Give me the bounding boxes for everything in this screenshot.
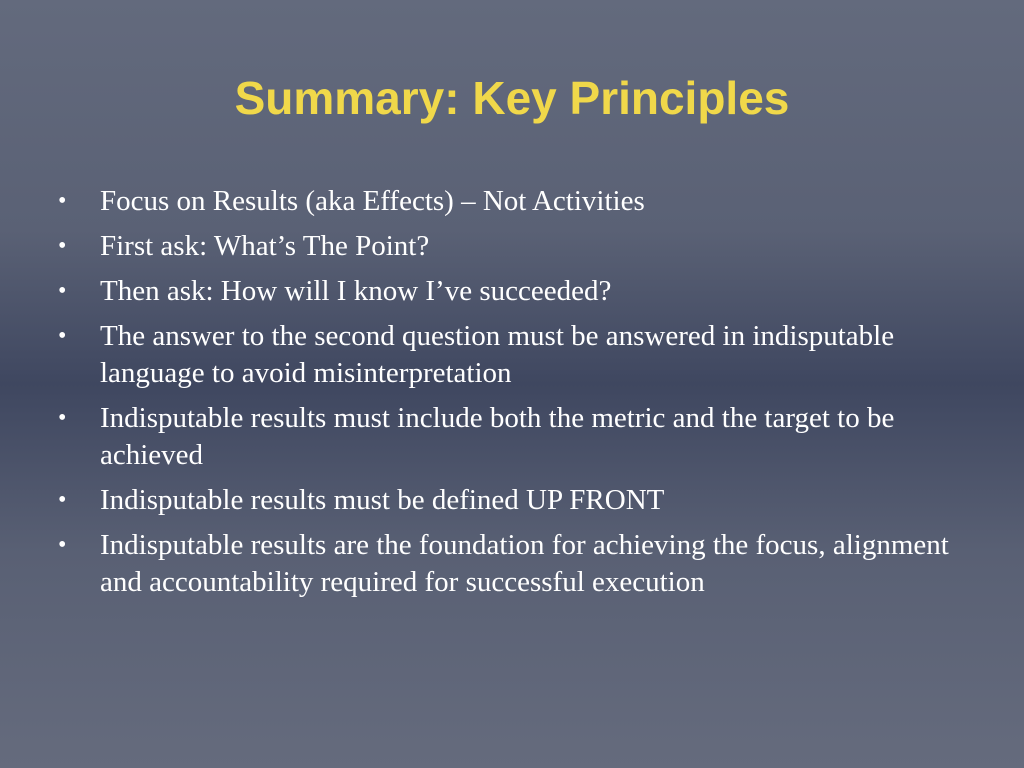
bullet-item (58, 228, 958, 265)
bullet-text: The answer to the second question must be answered in indisputable language to avoid misinterpretation (100, 320, 895, 389)
bullet-text: Indisputable results are the foundation for achieving the focus, alignment and accountability required for successful execution (100, 529, 949, 598)
bullet-text: First ask: What’s The Point? (100, 230, 430, 262)
bullet-icon: • (58, 532, 67, 558)
bullet-text: Indisputable results must include both the metric and the target to be achieved (100, 402, 895, 471)
bullet-text: Indisputable results must be defined UP FRONT (100, 484, 665, 516)
bullet-icon: • (58, 278, 67, 304)
bullet-text: Focus on Results (aka Effects) – Not Activities (100, 185, 645, 217)
bullet-item (58, 482, 958, 519)
bullet-icon: • (58, 188, 67, 214)
bullet-icon: • (58, 487, 67, 513)
bullet-list (58, 183, 958, 609)
bullet-item (58, 400, 958, 474)
bullet-item (58, 183, 958, 220)
bullet-icon: • (58, 405, 67, 431)
bullet-text: Then ask: How will I know I’ve succeeded? (100, 275, 612, 307)
bullet-item (58, 273, 958, 310)
bullet-icon: • (58, 323, 67, 349)
bullet-item (58, 318, 958, 392)
slide-title: Summary: Key Principles (234, 72, 790, 124)
bullet-item (58, 527, 958, 601)
bullet-icon: • (58, 233, 67, 259)
